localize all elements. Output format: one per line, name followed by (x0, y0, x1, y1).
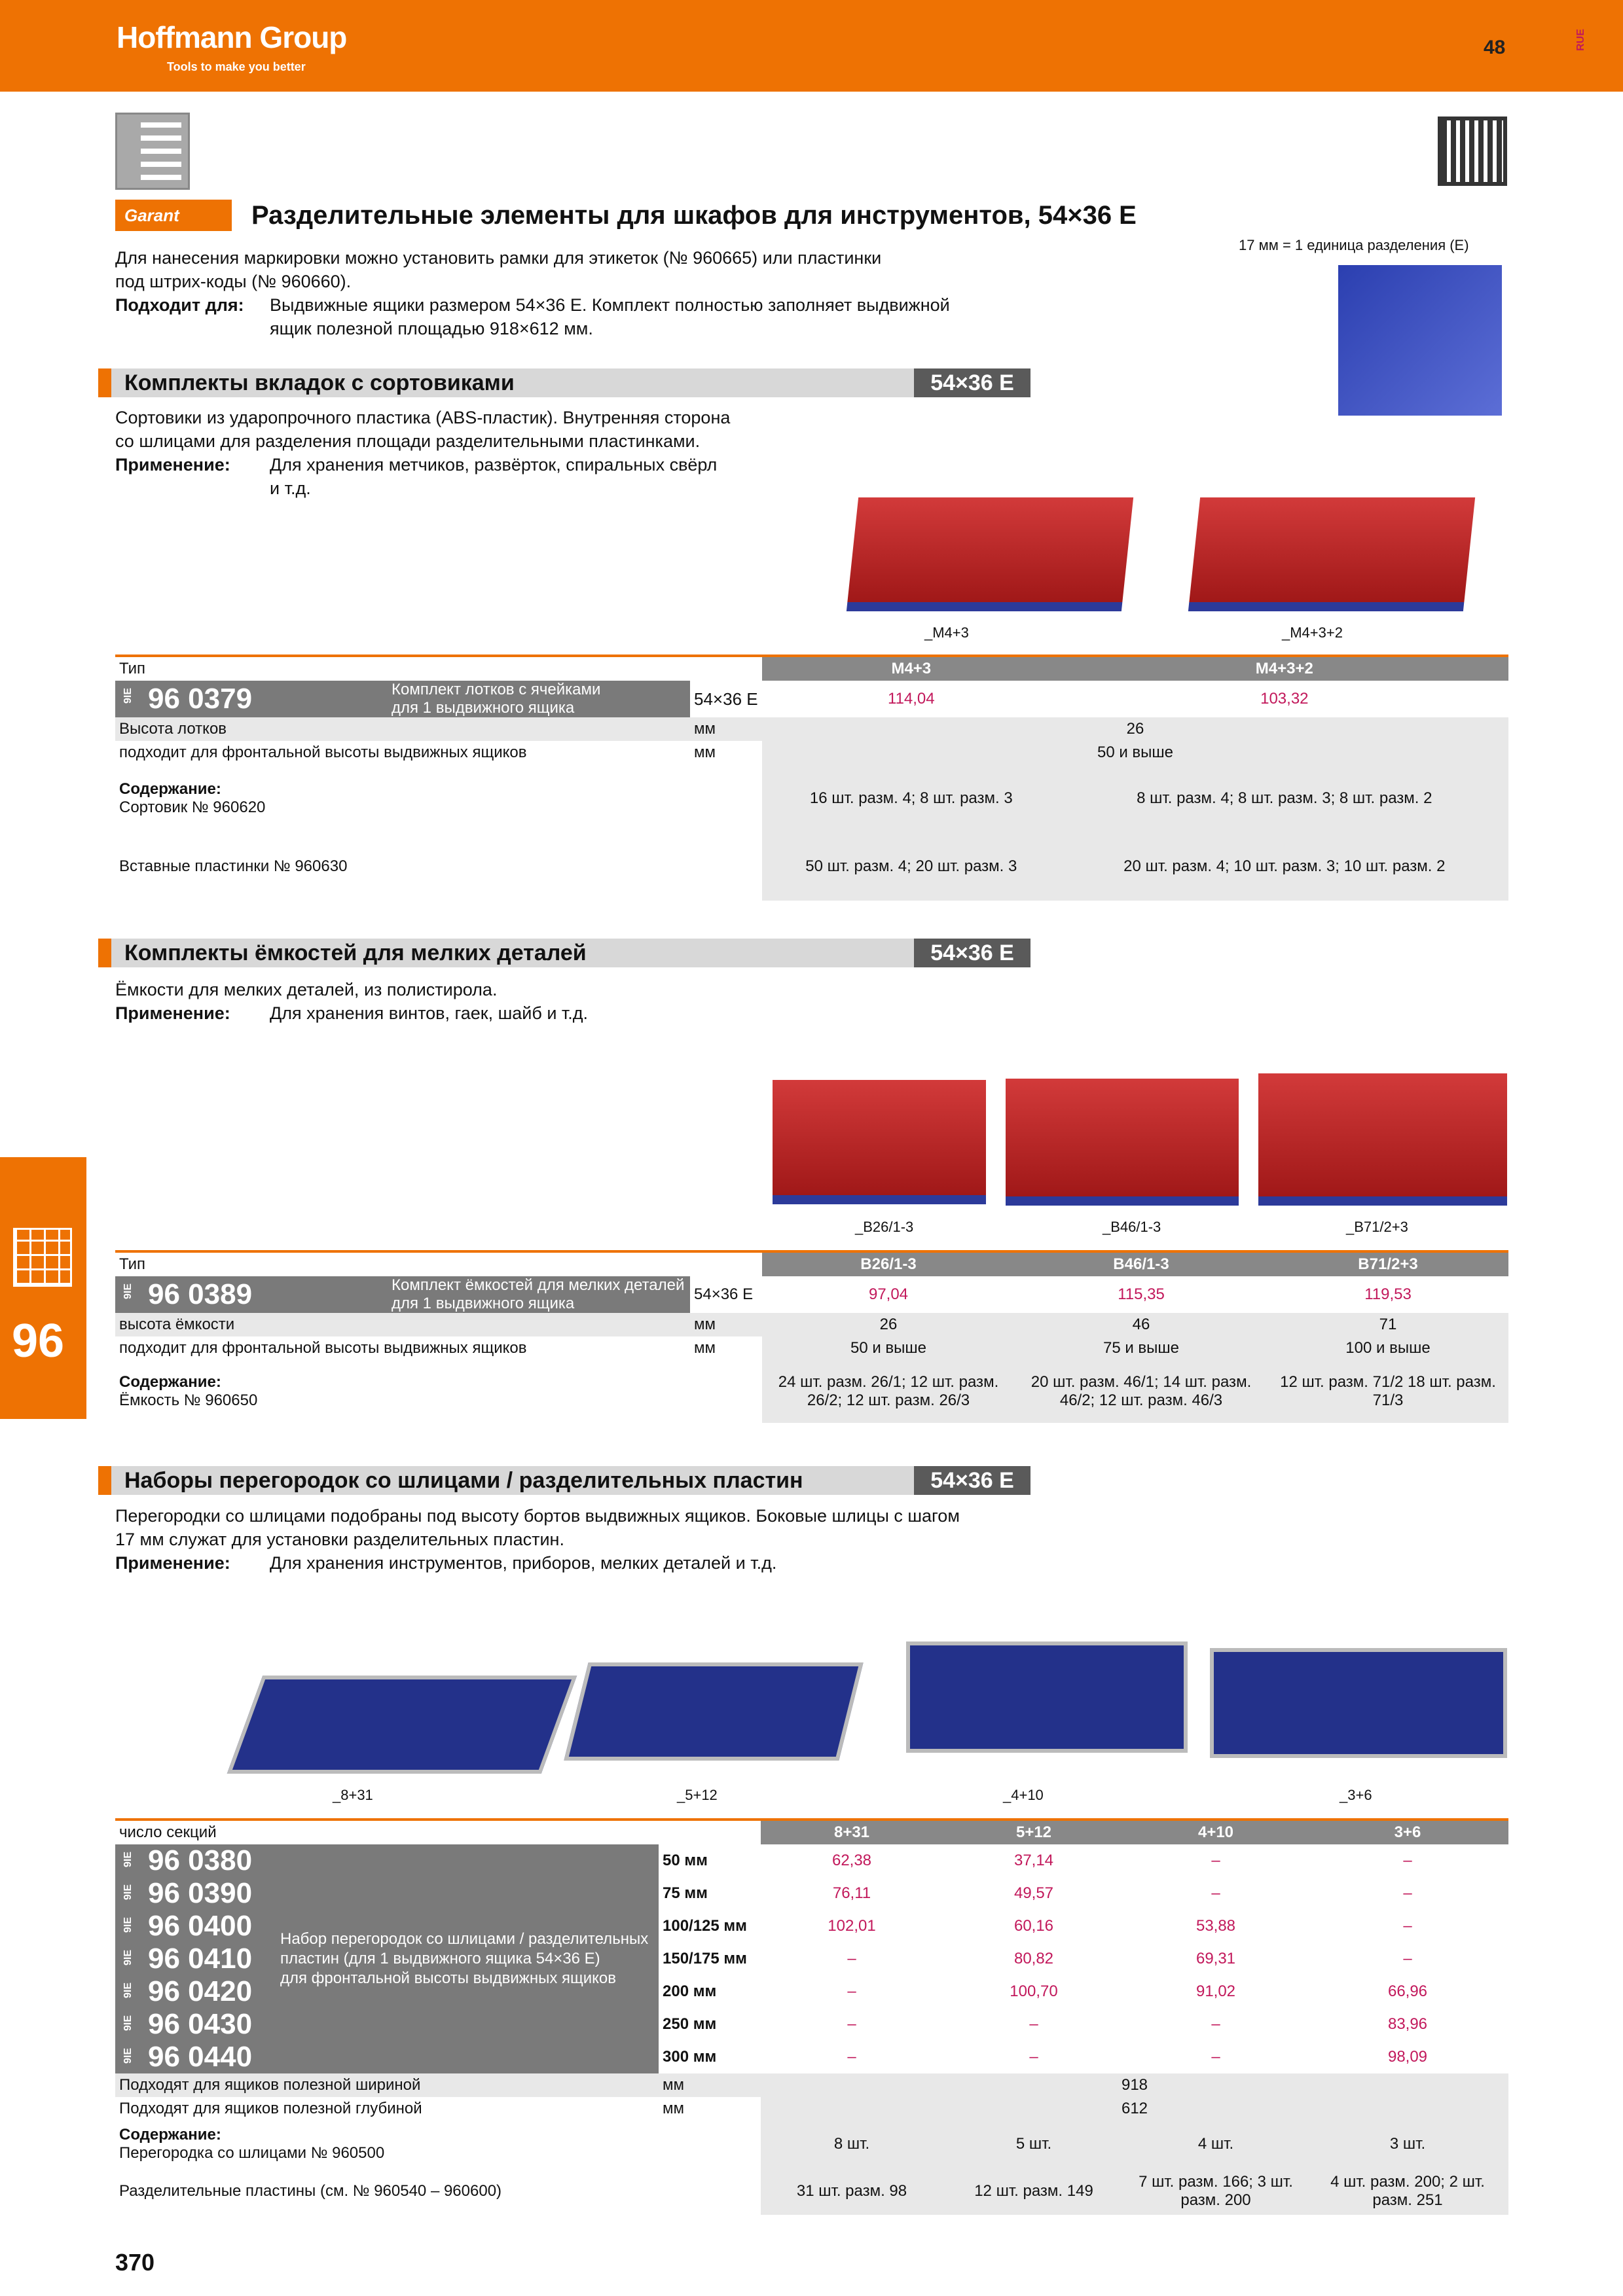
container-b71-image (1258, 1073, 1507, 1206)
grid-icon (13, 1228, 72, 1287)
language-code: RUE (1575, 29, 1586, 51)
article-code: 9IE 96 0400 (115, 1910, 274, 1943)
price: 115,35 (1118, 1285, 1165, 1303)
garant-logo: Garant (115, 200, 232, 231)
sec3-description: Перегородки со шлицами подобраны под высоту бортов выдвижных ящиков. Боковые шлицы с шагом 17 мм служат для установки разделительных пластин. Применение: Для хранения инструментов, приборов, мелких деталей и т.д. (115, 1506, 960, 1573)
sec2-table: Тип B26/1-3 B46/1-3 B71/2+3 9IE 96 0389 Комплект ёмкостей для мелких деталей для 1 выдвижного ящика 54×36 E 97,04 115,35 119,53 высота ёмкости мм 26 46 71 подходит для фронтальной высоты выдвижных ящиков мм 50 и выше 75 и выше 100 и выше Содержание: Ёмкость № 960650 24 шт. разм. 26/1; 12 шт. разм. 26/2; 12 шт. разм. 26/3 20 шт. разм. 46/1; 14 шт. разм. 46/2; 12 шт. разм. 46/3 12 шт. разм. 71/2 18 шт. разм. 71/3 (115, 1250, 1508, 1423)
divider-5-12-image (564, 1662, 863, 1761)
price: 76,11 (832, 1884, 871, 1902)
price: 62,38 (831, 1852, 872, 1869)
price: 83,96 (1387, 2015, 1428, 2033)
price: – (847, 2048, 856, 2066)
price: – (1211, 2015, 1220, 2033)
divider-4-10-image (906, 1641, 1188, 1753)
sec2-description: Ёмкости для мелких деталей, из полистирола. Применение: Для хранения винтов, гаек, шайб и т.д. (115, 980, 589, 1023)
price: 100,70 (1010, 1982, 1058, 2000)
table-row: 9IE 96 0440 300 мм – – – 98,09 (115, 2041, 1508, 2073)
price: – (1029, 2015, 1038, 2033)
caption: _M4+3 (924, 624, 969, 641)
article-code: 9IE 96 0380 (115, 1844, 274, 1877)
sec3-table: число секций 8+31 5+12 4+10 3+6 9IE 96 0380 Набор перегородок со шлицами / разделительных пластин (для 1 выдвижного ящика 54×36 E) для фронтальной высоты выдвижных ящиков 50 мм 62,38 37,14 – – 9IE 96 0390 75 мм 76,11 49,57 – – 9IE 96 0400 100/125 мм 102,01 60,16 53,88 – 9IE 96 0410 150/175 мм – 80,82 69,31 – 9IE 96 0420 200 мм – 100,70 91,02 66,96 9IE 96 0430 250 мм – – – 83,96 9IE 96 0440 300 мм – – – 98,09 Подходят для ящиков полезной шириной мм 918 Подходят для ящиков полезной глубиной мм 612 Содержание: Перегородка со шлицами № 960500 8 шт. 5 шт. 4 шт. 3 шт. Разделительные пластины (см. № 960540 – 960600) 31 шт. разм. 98 12 шт. разм. 149 7 шт. разм. 166; 3 шт. разм. 200 4 шт. разм. 200; 2 шт. разм. 251 (115, 1818, 1508, 2215)
qr-code-icon (1438, 117, 1507, 186)
article-code: 9IE 96 0440 (115, 2041, 274, 2073)
price: – (847, 1950, 856, 1967)
price: 91,02 (1195, 1982, 1236, 2000)
caption: _3+6 (1340, 1787, 1372, 1803)
caption: _B71/2+3 (1346, 1219, 1408, 1235)
price: – (1211, 1884, 1220, 1902)
chapter-tab: 96 (0, 1157, 86, 1419)
price: 69,31 (1195, 1950, 1236, 1967)
sec1-table: Тип M4+3 M4+3+2 9IE 96 0379 Комплект лотков с ячейками для 1 выдвижного ящика 54×36 E 114,04 103,32 Высота лотков мм 26 подходит для фронтальной высоты выдвижных ящиков мм 50 и выше Содержание: Сортовик № 960620 16 шт. разм. 4; 8 шт. разм. 3 8 шт. разм. 4; 8 шт. разм. 3; 8 шт. разм. 2 Вставные пластинки № 960630 50 шт. разм. 4; 20 шт. разм. 3 20 шт. разм. 4; 10 шт. разм. 3; 10 шт. разм. 2 (115, 655, 1508, 901)
price: 66,96 (1387, 1982, 1428, 2000)
brand-logo: Hoffmann Group (117, 20, 347, 54)
price: – (847, 1982, 856, 2000)
caption: _B26/1-3 (855, 1219, 914, 1235)
price: – (1211, 1852, 1220, 1869)
brand-tagline: Tools to make you better (167, 60, 306, 73)
price: 53,88 (1195, 1917, 1236, 1935)
article-code: 9IE 96 0430 (115, 2008, 274, 2041)
price: 80,82 (1013, 1950, 1054, 1967)
price: 103,32 (1260, 690, 1309, 708)
container-b46-image (1006, 1079, 1239, 1206)
price: 102,01 (828, 1917, 876, 1935)
price: 97,04 (868, 1285, 909, 1303)
sec1-description: Сортовики из ударопрочного пластика (ABS-пластик). Внутренняя сторона со шлицами для разделения площади разделительными пластинками. Применение: Для хранения метчиков, развёрток, спиральных свёрл и т.д. (115, 408, 731, 498)
caption: _M4+3+2 (1282, 624, 1343, 641)
footer-page-number: 370 (115, 2249, 155, 2276)
caption: _8+31 (333, 1787, 373, 1803)
page-number: 48 (1484, 37, 1506, 58)
division-unit-note: 17 мм = 1 единица разделения (E) (1239, 237, 1469, 253)
price: 60,16 (1013, 1917, 1054, 1935)
page-title: Разделительные элементы для шкафов для инструментов, 54×36 E (251, 201, 1137, 230)
table-row: 9IE 96 0430 250 мм – – – 83,96 (115, 2008, 1508, 2041)
price: – (1403, 1950, 1412, 1967)
table-row: 9IE 96 0380 Набор перегородок со шлицами / разделительных пластин (для 1 выдвижного ящика 54×36 E) для фронтальной высоты выдвижных ящиков 50 мм 62,38 37,14 – – (115, 1844, 1508, 1877)
intro-text: Для нанесения маркировки можно установить рамки для этикеток (№ 960665) или пластинки под штрих-коды (№ 960660). Подходит для: Выдвижные ящики размером 54×36 E. Комплект полностью заполняет выдвижной ящик полезной площадью 918×612 мм. (115, 248, 950, 338)
price: – (1403, 1917, 1412, 1935)
divider-3-6-image (1210, 1648, 1507, 1758)
container-b26-image (773, 1080, 986, 1204)
price: – (1029, 2048, 1038, 2066)
sorter-m4-3-2-image (1188, 497, 1475, 611)
price: 49,57 (1013, 1884, 1054, 1902)
price: 37,14 (1013, 1852, 1054, 1869)
price: – (1403, 1884, 1412, 1902)
caption: _B46/1-3 (1103, 1219, 1161, 1235)
divider-8-31-image (227, 1676, 577, 1774)
price: 119,53 (1364, 1285, 1412, 1303)
price: 114,04 (888, 690, 935, 708)
table-row: 9IE 96 0410 150/175 мм – 80,82 69,31 – (115, 1943, 1508, 1975)
drawer-slot-photo (1338, 265, 1502, 416)
table-row: 9IE 96 0390 75 мм 76,11 49,57 – – (115, 1877, 1508, 1910)
table-row: 9IE 96 0400 100/125 мм 102,01 60,16 53,88 – (115, 1910, 1508, 1943)
article-code: 9IE 96 0420 (115, 1975, 274, 2008)
sorter-m4-3-image (847, 497, 1133, 611)
caption: _5+12 (677, 1787, 718, 1803)
price: – (1403, 1852, 1412, 1869)
price: 98,09 (1387, 2048, 1428, 2066)
price: – (847, 2015, 856, 2033)
drawer-cabinet-icon (115, 113, 190, 190)
article-code: 9IE 96 0410 (115, 1943, 274, 1975)
table-row: 9IE 96 0420 200 мм – 100,70 91,02 66,96 (115, 1975, 1508, 2008)
caption: _4+10 (1003, 1787, 1044, 1803)
article-code: 9IE 96 0390 (115, 1877, 274, 1910)
price: – (1211, 2048, 1220, 2066)
article-code: 9IE 96 0389 (115, 1276, 388, 1313)
article-code: 9IE 96 0379 (115, 681, 388, 717)
